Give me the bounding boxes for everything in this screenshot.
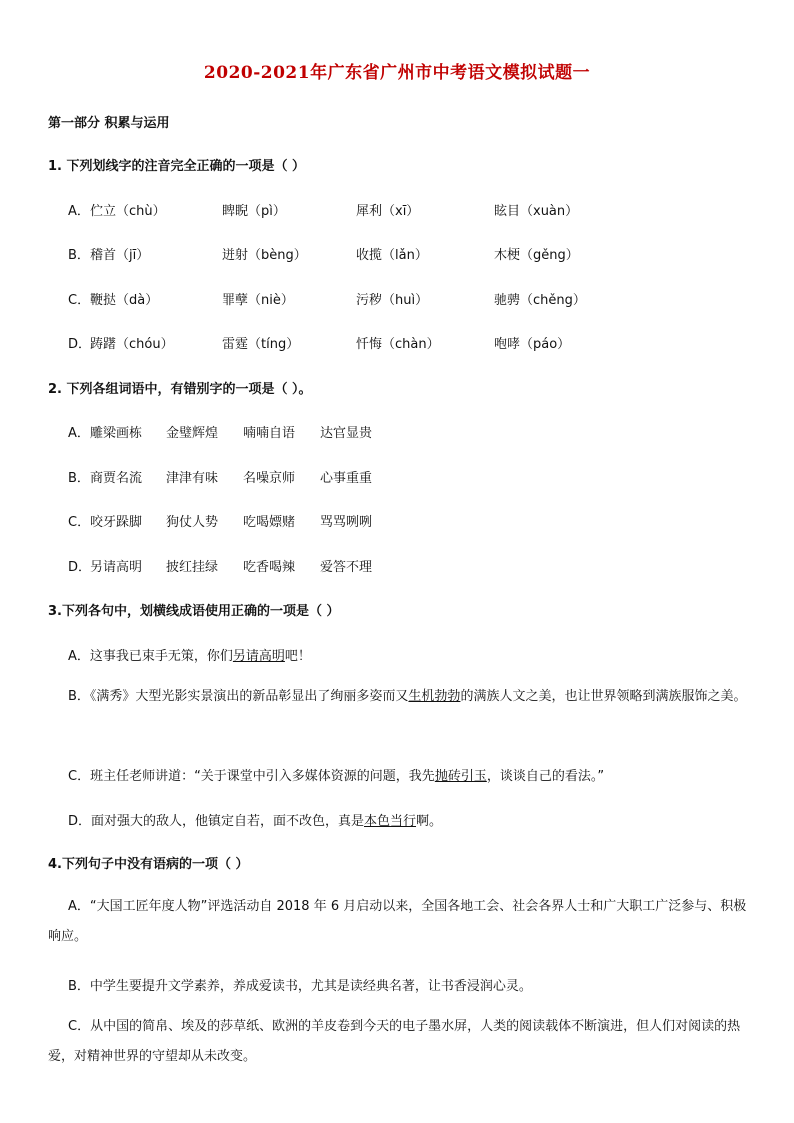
q2-d-word: 披红挂绿: [166, 560, 219, 575]
q3-option-d: [68, 810, 442, 829]
q1-c-item: 鞭挞（dà）: [90, 293, 159, 308]
q1-d-item: 忏悔（chàn）: [356, 337, 440, 352]
q1-b-item: 稽首（jī）: [90, 248, 150, 263]
q3-d-post: 啊。: [416, 814, 443, 829]
q2-d-word: 另请高明: [90, 560, 143, 575]
page-title: 2020-2021年广东省广州市中考语文模拟试题一: [203, 63, 591, 83]
q2-a-label: A．: [68, 426, 90, 441]
q1-b-label: B．: [68, 248, 90, 263]
q1-c-item: 罪孽（niè）: [222, 293, 294, 308]
q2-a-word: 达官显贵: [320, 426, 373, 441]
q1-d-item: 雷霆（tíng）: [222, 337, 300, 352]
section-heading: 第一部分 积累与运用: [48, 116, 170, 131]
q2-a-word: 金璧辉煌: [166, 426, 219, 441]
q1-a-item: 眩目（xuàn）: [494, 204, 579, 219]
q2-a-word: 喃喃自语: [243, 426, 296, 441]
q1-c-item: 污秽（huì）: [356, 293, 429, 308]
q3-stem: 3.下列各句中，划横线成语使用正确的一项是（ ）: [48, 604, 340, 619]
q2-c-word: 吃喝嫖赌: [243, 515, 296, 530]
q3-d-pre: D．面对强大的敌人，他镇定自若，面不改色，真是: [68, 814, 365, 829]
q1-b-item: 迸射（bèng）: [222, 248, 307, 263]
q2-c-word: 狗仗人势: [166, 515, 219, 530]
q3-option-b: [48, 682, 748, 712]
q3-a-underlined-idiom: 另请高明: [232, 649, 285, 664]
q1-a-item: 犀利（xī）: [356, 204, 420, 219]
q3-b-post: 的满族人文之美，也让世界领略到满族服饰之美。: [460, 689, 747, 704]
q3-c-underlined-idiom: 抛砖引玉: [434, 769, 487, 784]
q1-c-label: C．: [68, 293, 91, 308]
q2-stem: 2. 下列各组词语中，有错别字的一项是（ ）。: [48, 382, 312, 397]
q2-d-word: 吃香喝辣: [243, 560, 296, 575]
q2-b-word: 津津有味: [166, 471, 219, 486]
q1-b-item: 木梗（gěng）: [494, 248, 579, 263]
q1-a-label: A．: [68, 204, 90, 219]
q3-option-a: [68, 645, 311, 664]
q3-c-post: ，谈谈自己的看法。”: [486, 769, 605, 784]
q2-b-word: 商贾名流: [90, 471, 143, 486]
q3-c-pre: C．班主任老师讲道：“关于课堂中引入多媒体资源的问题，我先: [68, 769, 435, 784]
q3-b-pre: B．《满秀》大型光影实景演出的新品彰显出了绚丽多姿而又: [68, 689, 409, 704]
q1-d-label: D．: [68, 337, 92, 352]
q2-b-word: 名噪京师: [243, 471, 296, 486]
q2-c-word: 咬牙跺脚: [90, 515, 143, 530]
q1-d-item: 咆哮（páo）: [494, 337, 571, 352]
q2-b-word: 心事重重: [320, 471, 373, 486]
q4-stem: 4.下列句子中没有语病的一项（ ）: [48, 857, 249, 872]
q1-c-item: 驰骋（chěng）: [494, 293, 586, 308]
q2-c-label: C．: [68, 515, 91, 530]
q2-d-label: D．: [68, 560, 92, 575]
q3-a-pre: A．这事我已束手无策，你们: [68, 649, 233, 664]
q3-b-underlined-idiom: 生机勃勃: [408, 689, 461, 704]
q4-option-b: B．中学生要提升文学素养，养成爱读书，尤其是读经典名著，让书香浸润心灵。: [68, 979, 532, 994]
q4-option-c: [48, 1012, 748, 1072]
q4-a-text: A．“大国工匠年度人物”评选活动自 2018 年 6 月启动以来，全国各地工会、社会各界人士和广大职工广泛参与、积极响应。: [48, 899, 747, 944]
q2-a-word: 雕梁画栋: [90, 426, 143, 441]
q3-d-underlined-idiom: 本色当行: [364, 814, 417, 829]
q4-option-a: [48, 892, 748, 952]
q2-d-word: 爱答不理: [320, 560, 373, 575]
q1-stem: 1. 下列划线字的注音完全正确的一项是（ ）: [48, 159, 306, 174]
q1-d-item: 踌躇（chóu）: [90, 337, 174, 352]
q2-c-word: 骂骂咧咧: [320, 515, 373, 530]
q2-b-label: B．: [68, 471, 90, 486]
q1-a-item: 睥睨（pì）: [222, 204, 286, 219]
q1-a-item: 伫立（chù）: [90, 204, 166, 219]
q3-a-post: 吧！: [284, 649, 311, 664]
q4-c-text: C．从中国的简帛、埃及的莎草纸、欧洲的羊皮卷到今天的电子墨水屏，人类的阅读载体不断演进，但人们对阅读的热爱，对精神世界的守望却从未改变。: [48, 1019, 741, 1064]
q1-b-item: 收揽（lǎn）: [356, 248, 428, 263]
q3-option-c: [68, 765, 604, 784]
